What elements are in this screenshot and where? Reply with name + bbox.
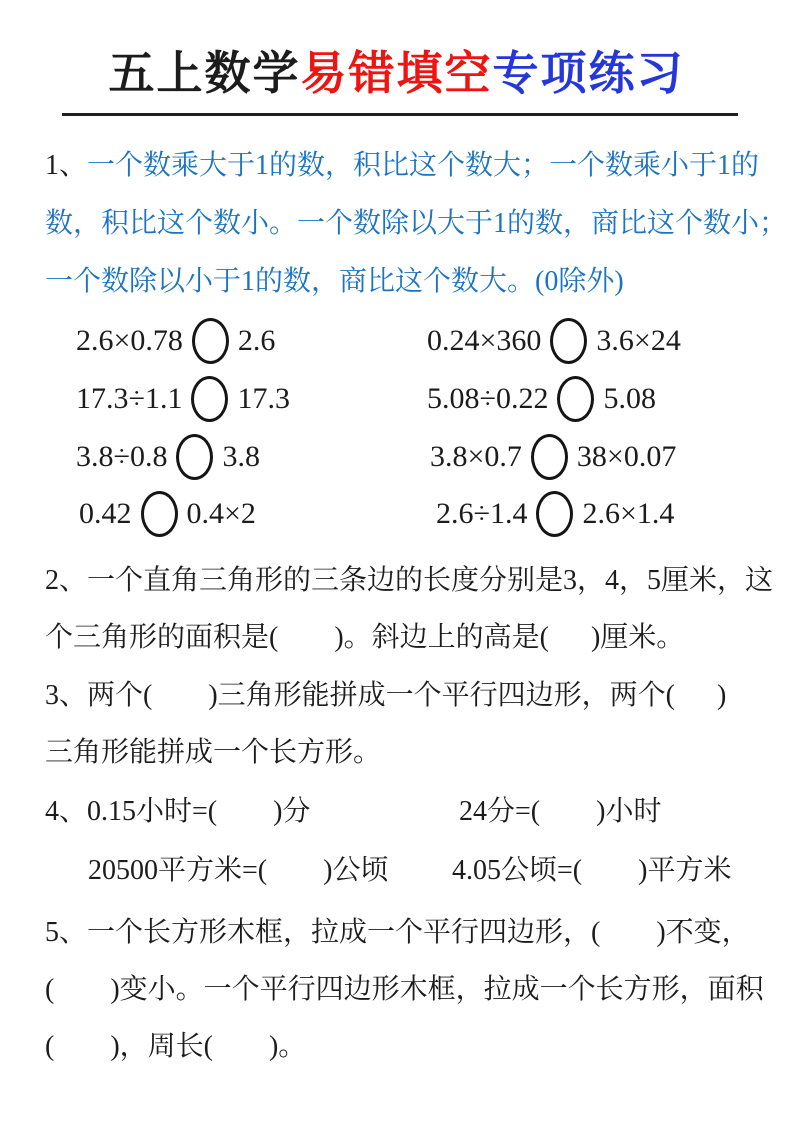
answer-circle <box>141 491 178 537</box>
question5-line1: 5、一个长方形木框，拉成一个平行四边形，( )不变， <box>45 917 750 948</box>
title-segment-topic: 易错填空 <box>300 47 493 99</box>
comparison-row3-left: 3.8÷0.8 3.8 <box>76 434 260 480</box>
comparison-row1-right: 0.24×360 3.6×24 <box>427 318 681 364</box>
answer-circle <box>557 376 594 422</box>
question4-line1-right: 24分=( )小时 <box>459 796 662 827</box>
question1-line2: 数，积比这个数小。一个数除以大于1的数，商比这个数小； <box>45 208 788 239</box>
question2-line1: 2、一个直角三角形的三条边的长度分别是3，4，5厘米，这 <box>45 565 774 596</box>
title-underline <box>62 113 738 116</box>
question5-line3: ( )，周长( )。 <box>45 1031 307 1062</box>
comparison-row2-right: 5.08÷0.22 5.08 <box>427 376 656 422</box>
comparison-row3-right: 3.8×0.7 38×0.07 <box>430 434 676 480</box>
question3-line2: 三角形能拼成一个长方形。 <box>45 737 382 768</box>
comparison-row2-left: 17.3÷1.1 17.3 <box>76 376 290 422</box>
question4-line2-right: 4.05公顷=( )平方米 <box>452 855 732 886</box>
title-segment-practice: 专项练习 <box>492 47 685 99</box>
comparison-row4-right: 2.6÷1.4 2.6×1.4 <box>436 491 674 537</box>
answer-circle <box>192 318 229 364</box>
title-segment-grade: 五上数学 <box>108 47 301 99</box>
question5-line2: ( )变小。一个平行四边形木框，拉成一个长方形，面积 <box>45 974 764 1005</box>
answer-circle <box>550 318 587 364</box>
page-title <box>0 46 793 101</box>
question2-line2: 个三角形的面积是( )。斜边上的高是( )厘米。 <box>45 622 685 653</box>
question1-line3: 一个数除以小于1的数，商比这个数大。(0除外) <box>45 266 624 297</box>
answer-circle <box>191 376 228 422</box>
comparison-row4-left: 0.42 0.4×2 <box>79 491 256 537</box>
question1-number: 1、 <box>45 150 88 181</box>
answer-circle <box>176 434 213 480</box>
answer-circle <box>536 491 573 537</box>
answer-circle <box>531 434 568 480</box>
comparison-row1-left: 2.6×0.78 2.6 <box>76 318 275 364</box>
question4-line2-left: 20500平方米=( )公顷 <box>88 855 389 886</box>
question1-line1: 1、一个数乘大于1的数，积比这个数大；一个数乘小于1的 <box>45 150 760 181</box>
question4-line1-left: 4、0.15小时=( )分 <box>45 796 311 827</box>
question3-line1: 3、两个( )三角形能拼成一个平行四边形，两个( ) <box>45 680 727 711</box>
